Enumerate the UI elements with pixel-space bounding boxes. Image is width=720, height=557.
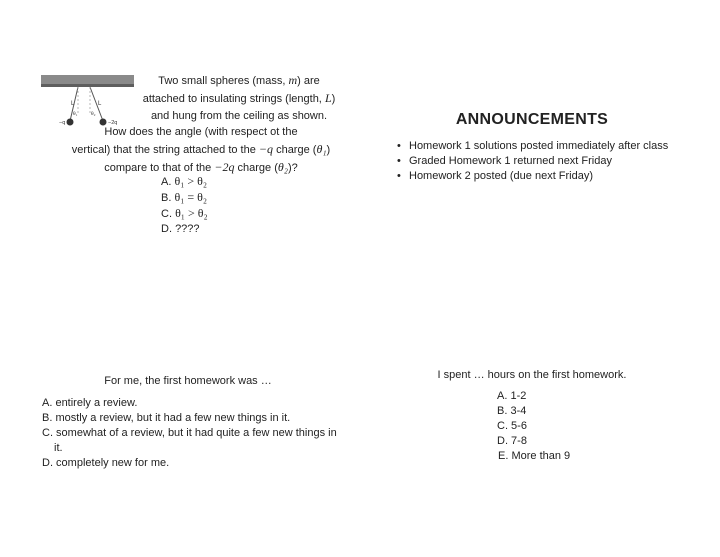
option-a[interactable]: A. entirely a review. bbox=[42, 397, 138, 409]
setup-text: and hung from the ceiling as shown. bbox=[150, 110, 328, 122]
label-L-left: L bbox=[71, 101, 75, 107]
prompt-text: charge ( bbox=[273, 144, 317, 156]
question1-setup bbox=[130, 72, 348, 125]
question2-options bbox=[42, 396, 338, 471]
theta2-symbol: θ₂ bbox=[277, 160, 288, 174]
label-theta1: θ₁ bbox=[73, 111, 78, 117]
option-b[interactable]: B. 3-4 bbox=[497, 405, 527, 417]
bullet-icon: • bbox=[397, 155, 401, 167]
question1-prompt bbox=[56, 124, 346, 177]
question2-title: For me, the first homework was … bbox=[104, 375, 272, 387]
option-letter: D. bbox=[161, 223, 176, 235]
announcement-item bbox=[397, 169, 668, 184]
prompt-text: charge ( bbox=[234, 162, 278, 174]
announcements-title: ANNOUNCEMENTS bbox=[455, 111, 609, 128]
option-b[interactable] bbox=[161, 190, 208, 206]
prompt-text: )? bbox=[287, 162, 298, 174]
option-d[interactable] bbox=[161, 222, 208, 237]
option-letter: B. bbox=[161, 192, 175, 204]
charge-q-symbol: −q bbox=[258, 142, 274, 156]
option-math: θ₁ > θ₂ bbox=[175, 206, 208, 220]
prompt-text: How does the angle (with respect ot the bbox=[104, 126, 298, 138]
ceiling-shadow bbox=[41, 84, 134, 87]
prompt-text: vertical) that the string attached to the bbox=[71, 144, 259, 156]
option-b[interactable]: B. mostly a review, but it had a few new things in it. bbox=[42, 412, 291, 424]
setup-text: ) bbox=[331, 93, 336, 105]
option-a[interactable]: A. 1-2 bbox=[497, 390, 527, 402]
prompt-text: ) bbox=[326, 144, 331, 156]
option-math: ???? bbox=[175, 223, 200, 235]
setup-text: Two small spheres (mass, bbox=[158, 75, 289, 87]
option-c[interactable]: C. somewhat of a review, but it had quite a few new things in bbox=[42, 427, 337, 439]
option-letter: C. bbox=[161, 208, 176, 220]
announcement-text: Homework 2 posted (due next Friday) bbox=[409, 170, 594, 182]
charge-2q-symbol: −2q bbox=[214, 160, 235, 174]
option-e[interactable]: E. More than 9 bbox=[498, 450, 571, 462]
setup-text: ) are bbox=[297, 75, 320, 87]
option-a[interactable] bbox=[161, 174, 208, 190]
announcement-text: Homework 1 solutions posted immediately after class bbox=[409, 140, 669, 152]
mass-symbol: m bbox=[288, 73, 298, 87]
option-d[interactable]: D. 7-8 bbox=[497, 435, 527, 447]
label-theta2: θ₂ bbox=[91, 111, 96, 117]
bullet-icon: • bbox=[397, 140, 401, 152]
announcement-item bbox=[397, 154, 668, 169]
option-math: θ₁ > θ₂ bbox=[174, 174, 208, 188]
length-symbol: L bbox=[324, 91, 332, 105]
announcements-list bbox=[397, 139, 668, 184]
announcement-item bbox=[397, 139, 668, 154]
option-c-continued: it. bbox=[54, 442, 63, 454]
theta1-symbol: θ₁ bbox=[316, 142, 327, 156]
prompt-text: compare to that of the bbox=[104, 162, 215, 174]
announcement-text: Graded Homework 1 returned next Friday bbox=[409, 155, 612, 167]
setup-text: attached to insulating strings (length, bbox=[142, 93, 325, 105]
bullet-icon: • bbox=[397, 170, 401, 182]
label-L-right: L bbox=[98, 101, 102, 107]
option-d[interactable]: D. completely new for me. bbox=[42, 457, 170, 469]
label-minus-2q: −2q bbox=[108, 120, 118, 126]
pendulum-diagram bbox=[40, 74, 136, 130]
option-c[interactable] bbox=[161, 206, 208, 222]
question1-options bbox=[161, 174, 208, 237]
label-minus-q: −q bbox=[59, 120, 66, 126]
option-math: θ₁ = θ₂ bbox=[174, 190, 208, 204]
option-letter: A. bbox=[161, 176, 175, 188]
question3-options bbox=[497, 389, 570, 464]
option-c[interactable]: C. 5-6 bbox=[497, 420, 527, 432]
question3-title: I spent … hours on the first homework. bbox=[437, 369, 627, 381]
